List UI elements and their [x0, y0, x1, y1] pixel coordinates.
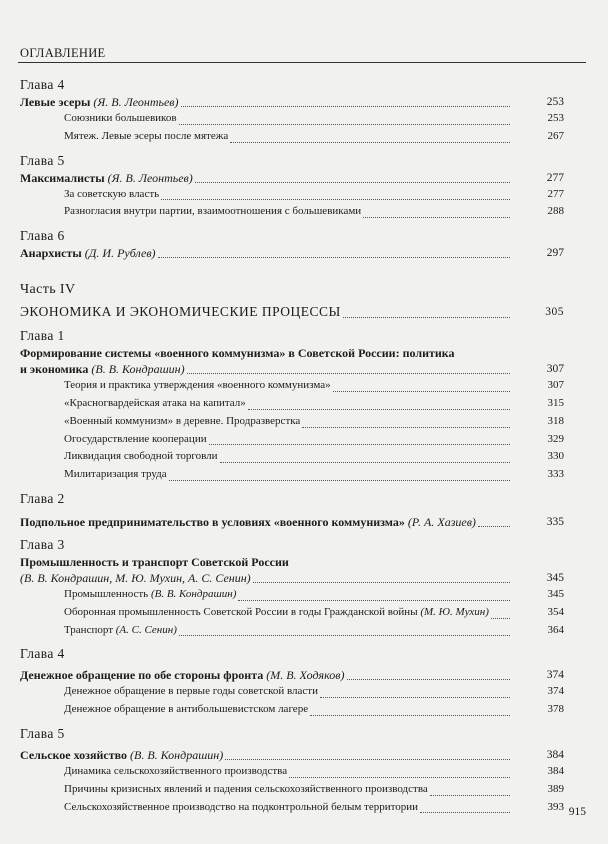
dot-leader [478, 525, 510, 527]
dot-leader [347, 678, 511, 680]
entry-title-line: Формирование системы «военного коммунизма» в Советской России: политика [20, 346, 455, 361]
page-number: 277 [547, 187, 564, 200]
entry-title: Сельскохозяйственное производство на подконтрольной белым территории [64, 800, 419, 813]
dot-leader [179, 634, 510, 636]
entry-title: Ликвидация свободной торговли [64, 450, 218, 463]
page-number: 364 [547, 623, 564, 636]
toc-entry-section[interactable] [64, 448, 564, 466]
entry-title: Денежное обращение в первые годы советской власти [64, 685, 319, 698]
dot-leader [230, 141, 510, 143]
dot-leader [209, 443, 510, 445]
dot-leader [225, 758, 510, 760]
entry-title: Союзники большевиков [64, 112, 177, 124]
dot-leader [430, 794, 510, 796]
dot-leader [343, 316, 510, 318]
page-number: 267 [547, 129, 564, 142]
entry-title: Промышленность [64, 587, 149, 600]
entry-title: Огосударствление кооперации [64, 432, 207, 445]
entry-author: (В. В. Кондрашин) [150, 587, 237, 600]
page-number: 253 [547, 112, 564, 124]
page-number: 345 [546, 571, 564, 584]
toc-entry-section[interactable] [64, 586, 564, 604]
page-number: 253 [546, 96, 564, 108]
table-of-contents [20, 76, 564, 816]
toc-entry-section[interactable] [64, 110, 564, 128]
entry-author: (В. В. Кондрашин) [130, 747, 224, 762]
dot-leader [253, 581, 510, 583]
toc-entry-section[interactable] [64, 701, 564, 719]
page-number: 307 [546, 363, 564, 376]
entry-author: (В. В. Кондрашин, М. Ю. Мухин, А. С. Сенин) [20, 570, 251, 585]
page-number: 378 [547, 703, 564, 716]
page-number: 329 [547, 432, 564, 445]
entry-title: Динамика сельскохозяйственного производства [64, 764, 288, 777]
entry-author: (В. В. Кондрашин) [91, 362, 185, 377]
toc-entry-section[interactable] [64, 604, 564, 622]
toc-entry-section[interactable] [64, 413, 564, 431]
page-number: 297 [546, 247, 564, 260]
dot-leader [333, 390, 510, 392]
chapter-heading: Глава 5 [20, 152, 65, 168]
chapter-heading: Глава 1 [20, 328, 65, 344]
dot-leader [169, 479, 510, 481]
page-number: 384 [547, 764, 564, 777]
toc-entry-section[interactable] [64, 622, 564, 640]
toc-entry-section[interactable] [64, 466, 564, 484]
entry-title: Мятеж. Левые эсеры после мятежа [64, 129, 229, 142]
page-number: 307 [547, 379, 564, 392]
entry-title: Разногласия внутри партии, взаимоотношения с большевиками [64, 205, 362, 218]
toc-entry-chapter[interactable] [20, 170, 564, 186]
entry-title: Оборонная промышленность Советской России в годы Гражданской войны [64, 605, 418, 618]
dot-leader [248, 408, 510, 410]
toc-entry-chapter[interactable] [20, 570, 564, 586]
dot-leader [179, 123, 510, 125]
dot-leader [181, 105, 510, 107]
dot-leader [158, 256, 510, 258]
page-number: 277 [546, 171, 564, 184]
entry-title: и экономика [20, 362, 89, 377]
chapter-heading: Глава 4 [20, 646, 65, 662]
entry-author: (Я. В. Леонтьев) [107, 170, 193, 185]
entry-title: Левые эсеры [20, 95, 91, 109]
dot-leader [238, 599, 510, 601]
page-number: 318 [547, 414, 564, 427]
toc-entry-section[interactable] [64, 128, 564, 146]
chapter-heading: Глава 6 [20, 228, 65, 244]
entry-author: (М. Ю. Мухин) [420, 605, 489, 618]
toc-entry-chapter[interactable] [20, 514, 564, 530]
entry-author: (А. С. Сенин) [115, 623, 177, 636]
entry-title: Теория и практика утверждения «военного коммунизма» [64, 379, 331, 392]
entry-title: Анархисты [20, 246, 82, 261]
toc-entry-chapter[interactable] [20, 667, 564, 683]
dot-leader [491, 617, 510, 619]
page-number: 335 [546, 515, 564, 528]
page-number: 330 [547, 450, 564, 463]
entry-title: Транспорт [64, 623, 114, 636]
dot-leader [302, 426, 510, 428]
toc-entry-section[interactable] [64, 799, 564, 817]
page-number: 345 [547, 587, 564, 600]
entry-title: Денежное обращение в антибольшевистском лагере [64, 703, 309, 716]
dot-leader [310, 714, 510, 716]
chapter-heading: Глава 2 [20, 490, 65, 506]
entry-title: Сельское хозяйство [20, 747, 128, 762]
entry-author: (Я. В. Леонтьев) [93, 95, 179, 109]
entry-title: Денежное обращение по обе стороны фронта [20, 668, 264, 683]
toc-entry-section[interactable] [64, 395, 564, 413]
toc-entry-section[interactable] [64, 683, 564, 701]
dot-leader [320, 696, 510, 698]
running-head: ОГЛАВЛЕНИЕ [20, 46, 106, 60]
header-rule [18, 62, 586, 63]
dot-leader [195, 181, 510, 183]
page-number: 374 [547, 685, 564, 698]
entry-title: Причины кризисных явлений и падения сельскохозяйственного производства [64, 782, 428, 795]
entry-title-line: Промышленность и транспорт Советской России [20, 554, 289, 569]
entry-author: (М. В. Ходяков) [266, 668, 345, 683]
entry-title: Максималисты [20, 170, 105, 185]
entry-author: (Р. А. Хазиев) [407, 514, 476, 529]
toc-entry-section[interactable] [64, 781, 564, 799]
page-number: 333 [547, 468, 564, 481]
page-number: 384 [546, 748, 564, 761]
toc-entry-section[interactable] [64, 763, 564, 781]
page-number: 393 [547, 800, 564, 813]
page-folio: 915 [568, 806, 586, 818]
chapter-heading: Глава 3 [20, 536, 65, 552]
entry-author: (Д. И. Рублев) [84, 246, 156, 261]
dot-leader [289, 776, 510, 778]
dot-leader [363, 216, 510, 218]
entry-title: ЭКОНОМИКА И ЭКОНОМИЧЕСКИЕ ПРОЦЕССЫ [20, 304, 341, 320]
entry-title: Милитаризация труда [64, 468, 167, 481]
dot-leader [420, 811, 510, 813]
dot-leader [161, 198, 510, 200]
toc-entry-chapter[interactable] [20, 747, 564, 763]
entry-title: «Красногвардейская атака на капитал» [64, 396, 246, 409]
entry-title: Подпольное предпринимательство в условиях «военного коммунизма» [20, 514, 405, 529]
toc-entry-part[interactable] [20, 303, 564, 321]
chapter-heading: Глава 5 [20, 725, 65, 741]
toc-entry-section[interactable] [64, 186, 564, 204]
dot-leader [220, 461, 510, 463]
toc-entry-chapter[interactable] [20, 94, 564, 110]
page-number: 305 [545, 306, 564, 319]
page-number: 288 [547, 205, 564, 218]
chapter-heading: Глава 4 [20, 77, 65, 92]
page-number: 354 [547, 605, 564, 618]
entry-title: За советскую власть [64, 187, 160, 200]
part-heading: Часть IV [20, 282, 76, 298]
page-number: 374 [546, 669, 564, 682]
page-number: 389 [547, 782, 564, 795]
dot-leader [187, 372, 510, 374]
toc-entry-section[interactable] [64, 431, 564, 449]
toc-entry-section[interactable] [64, 203, 564, 221]
toc-entry-chapter[interactable] [20, 361, 564, 377]
toc-entry-chapter[interactable] [20, 245, 564, 261]
toc-entry-section[interactable] [64, 377, 564, 395]
page-number: 315 [547, 396, 564, 409]
entry-title: «Военный коммунизм» в деревне. Продразверстка [64, 414, 301, 427]
